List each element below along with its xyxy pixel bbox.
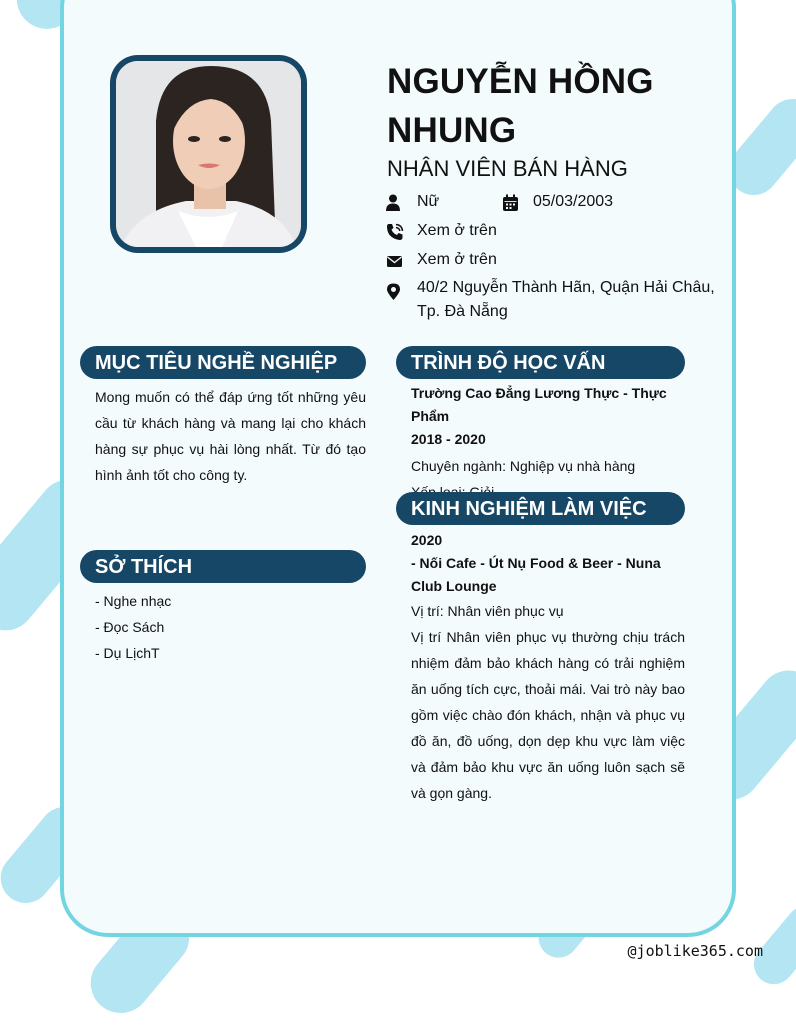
education-major: Chuyên ngành: Nghiệp vụ nhà hàng [411, 458, 636, 474]
experience-heading: KINH NGHIỆM LÀM VIỆC [396, 492, 685, 525]
hobbies-heading: SỞ THÍCH [80, 550, 366, 583]
portrait-illustration [116, 61, 301, 247]
education-heading: TRÌNH ĐỘ HỌC VẤN [396, 346, 685, 379]
objective-text: Mong muốn có thể đáp ứng tốt những yêu cầu từ khách hàng và mang lại cho khách hàng sự phục vụ hài lòng nhất. Từ đó tạo hình ảnh tốt cho công ty. [95, 389, 366, 483]
address-value: 40/2 Nguyễn Thành Hãn, Quận Hải Châu, Tp. Đà Nẵng [417, 279, 715, 320]
location-pin-icon [386, 283, 404, 301]
phone-row [386, 222, 497, 241]
email-row [386, 251, 497, 270]
profile-photo [116, 61, 301, 247]
candidate-role: NHÂN VIÊN BÁN HÀNG [387, 156, 628, 181]
experience-description: Vị trí Nhân viên phục vụ thường chịu trách nhiệm đảm bảo khách hàng có trải nghiệm ăn uống tích cực, thoải mái. Vai trò này bao gồm việc chào đón khách, nhận và phục vụ đồ ăn, đồ uống, dọn dẹp khu vực làm việc và đảm bảo khu vực ăn uống luôn sạch sẽ và gọn gàng. [411, 629, 685, 801]
experience-position: Vị trí: Nhân viên phục vụ [411, 603, 564, 619]
gender-value: Nữ [417, 193, 440, 210]
candidate-name: NGUYỄN HỒNG NHUNG [387, 62, 654, 150]
hobby-item: - Đọc Sách [95, 619, 165, 635]
birthdate-row [502, 193, 613, 212]
birthdate-value: 05/03/2003 [533, 193, 614, 210]
experience-year: 2020 [411, 532, 443, 548]
profile-photo-frame [110, 55, 307, 253]
gender-row [386, 193, 439, 212]
education-block [411, 382, 687, 505]
education-school: Trường Cao Đẳng Lương Thực - Thực Phẩm [411, 385, 667, 424]
envelope-icon [386, 252, 404, 270]
education-period: 2018 - 2020 [411, 431, 486, 447]
phone-icon [386, 223, 404, 241]
hobby-item: - Dụ LịchT [95, 645, 160, 661]
phone-value: Xem ở trên [417, 222, 497, 239]
experience-block [411, 529, 685, 806]
experience-company: - Nối Cafe - Út Nụ Food & Beer - Nuna Club Lounge [411, 555, 661, 594]
calendar-icon [502, 194, 520, 212]
address-row [386, 280, 716, 324]
email-value: Xem ở trên [417, 251, 497, 268]
footer-watermark: @joblike365.com [627, 942, 763, 960]
hobbies-list [95, 588, 355, 666]
hobby-item: - Nghe nhạc [95, 593, 172, 609]
person-icon [386, 194, 404, 212]
objective-heading: MỤC TIÊU NGHỀ NGHIỆP [80, 346, 366, 379]
